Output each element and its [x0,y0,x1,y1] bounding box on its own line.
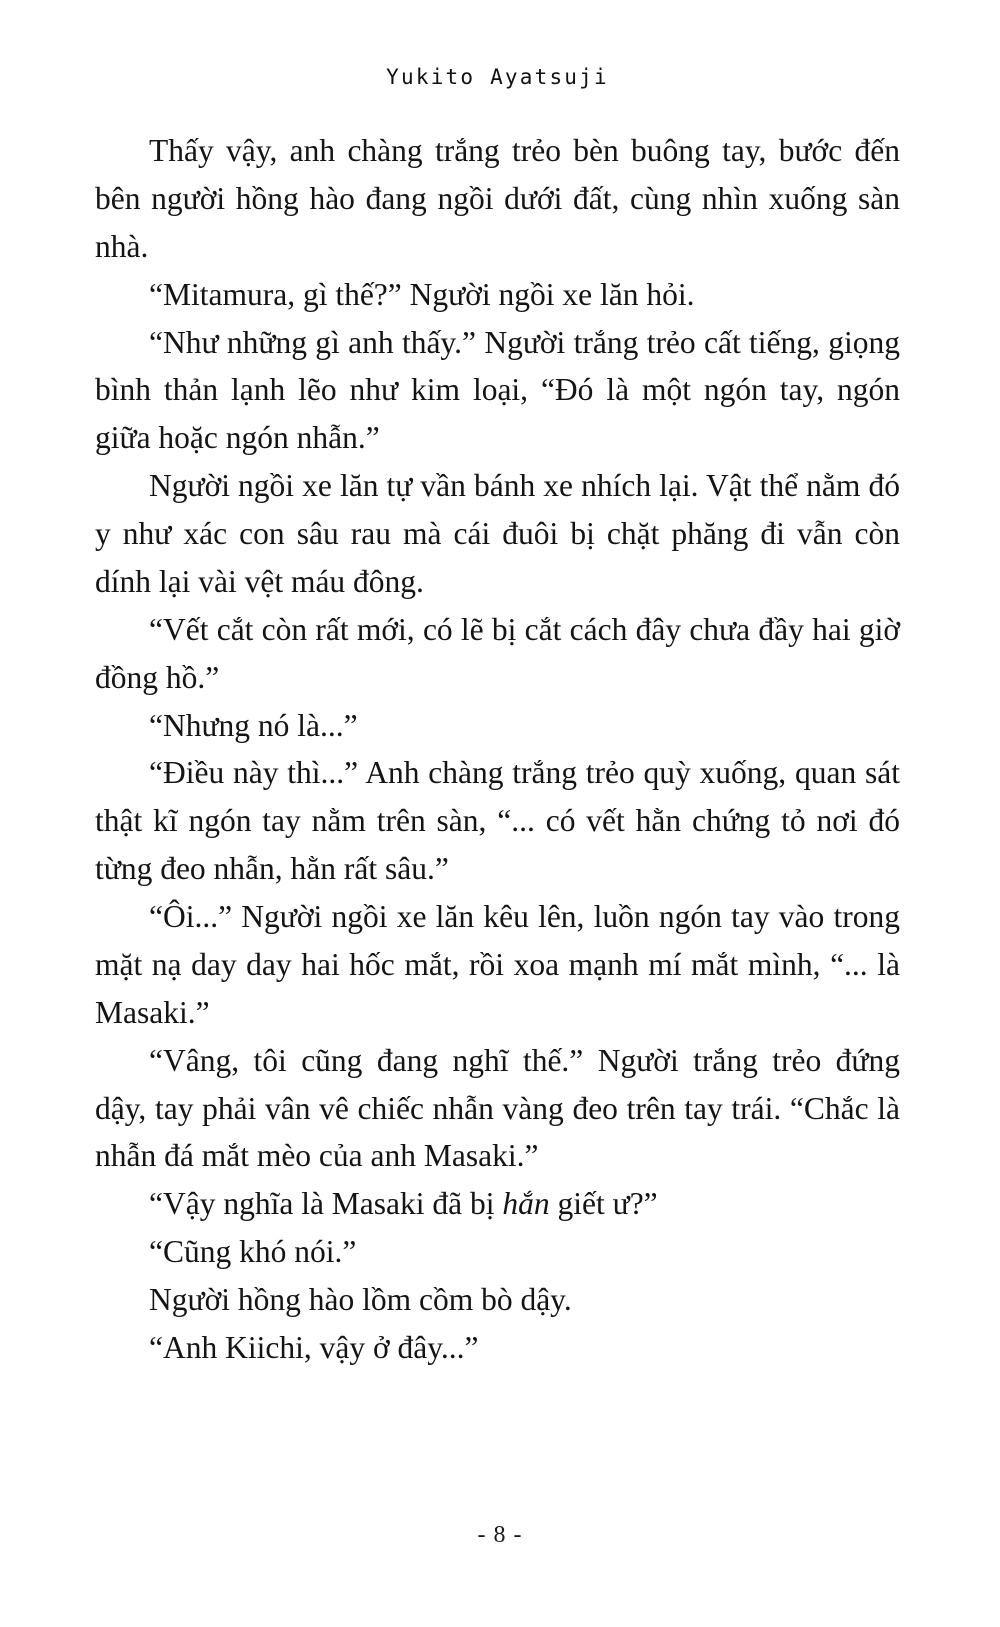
page-body [95,127,900,1372]
paragraph: “Anh Kiichi, vậy ở đây...” [149,1329,479,1365]
page-number: - 8 - [477,1522,523,1548]
paragraph: “Cũng khó nói.” [149,1234,357,1270]
paragraph: Người hồng hào lồm cồm bò dậy. [149,1282,572,1317]
paragraph: Thấy vậy, anh chàng trắng trẻo bèn buông tay, bước đến bên người hồng hào đang ngồi dưới đất, cùng nhìn xuống sàn nhà. [95,133,900,264]
paragraph: “Như những gì anh thấy.” Người trắng trẻo cất tiếng, giọng bình thản lạnh lẽo như kim loại, “Đó là một ngón tay, ngón giữa hoặc ngón nhẫn.” [95,324,900,456]
paragraph: “Điều này thì...” Anh chàng trắng trẻo quỳ xuống, quan sát thật kĩ ngón tay nằm trên sàn, “... có vết hằn chứng tỏ nơi đó từng đeo nhẫn, hằn rất sâu.” [95,755,900,887]
paragraph: “Nhưng nó là...” [149,707,358,743]
paragraph-text-before: “Vậy nghĩa là Masaki đã bị [149,1186,503,1222]
emphasized-word: hắn [502,1186,550,1222]
paragraph: “Vâng, tôi cũng đang nghĩ thế.” Người trắng trẻo đứng dậy, tay phải vân vê chiếc nhẫn vàng đeo trên tay trái. “Chắc là nhẫn đá mắt mèo của anh Masaki.” [95,1042,900,1174]
paragraph-text-after: giết ư?” [549,1186,658,1222]
paragraph: “Ôi...” Người ngồi xe lăn kêu lên, luồn ngón tay vào trong mặt nạ day day hai hốc mắt, rồi xoa mạnh mí mắt mình, “... là Masaki.” [95,899,900,1030]
paragraph-with-emphasis [95,1180,900,1228]
paragraph: “Mitamura, gì thế?” Người ngồi xe lăn hỏi. [149,276,695,312]
paragraph: Người ngồi xe lăn tự vần bánh xe nhích lại. Vật thể nằm đó y như xác con sâu rau mà cái đuôi bị chặt phăng đi vẫn còn dính lại vài vệt máu đông. [95,468,900,599]
paragraph: “Vết cắt còn rất mới, có lẽ bị cắt cách đây chưa đầy hai giờ đồng hồ.” [95,611,900,695]
running-head: Yukito Ayatsuji [386,65,609,89]
